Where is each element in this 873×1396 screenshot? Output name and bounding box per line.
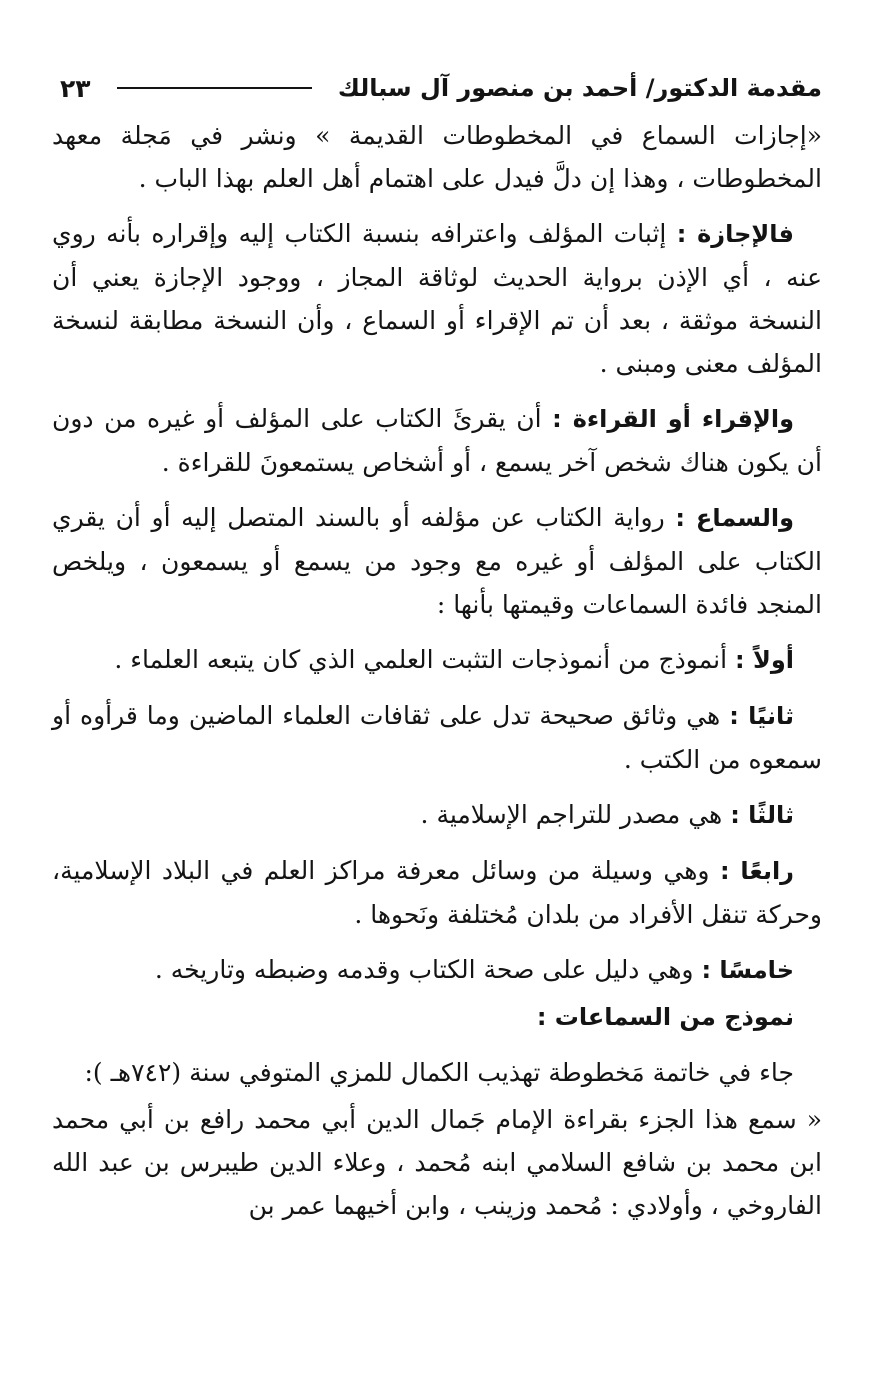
paragraph-text: إثبات المؤلف واعترافه بنسبة الكتاب إليه وإقراره بأنه روي عنه ، أي الإذن برواية الحديث لوثاقة المجاز ، ووجود الإجازة يعني أن النسخة موثقة ، بعد أن تم الإقراء أو السماع ، وأن النسخة مطابقة لنسخة المؤلف معنى ومبنى . (52, 219, 822, 378)
list-text: وهي وسيلة من وسائل معرفة مراكز العلم في البلاد الإسلامية، وحركة تنقل الأفراد من بلدان مُختلفة ونَحوها . (52, 856, 822, 929)
paragraph-iqraa (52, 397, 822, 484)
list-item-first (52, 638, 822, 682)
list-text: هي وثائق صحيحة تدل على ثقافات العلماء الماضين وما قرأوه أو سمعوه من الكتب . (52, 701, 822, 774)
list-ordinal: أولاً : (735, 646, 794, 674)
list-item-fifth (52, 948, 822, 992)
definition-term: والسماع : (675, 504, 795, 532)
paragraph-samaa (52, 496, 822, 626)
paragraph-text: رواية الكتاب عن مؤلفه أو بالسند المتصل إليه أو أن يقري الكتاب على المؤلف أو غيره مع وجود من يسمع أو يسمعون ، ويلخص المنجد فائدة السماعات وقيمتها بأنها : (52, 503, 822, 619)
header-title: مقدمة الدكتور/ أحمد بن منصور آل سبالك (337, 74, 822, 102)
paragraph-intro (52, 114, 822, 200)
list-item-fourth (52, 849, 822, 936)
list-ordinal: خامسًا : (701, 956, 794, 984)
list-ordinal: ثانيًا : (729, 702, 795, 730)
paragraph-text: «إجازات السماع في المخطوطات القديمة » ونشر في مَجلة معهد المخطوطات ، وهذا إن دلَّ فيدل على اهتمام أهل العلم بهذا الباب . (52, 121, 822, 193)
paragraph-text: أن يقرئَ الكتاب على المؤلف أو غيره من دون أن يكون هناك شخص آخر يسمع ، أو أشخاص يستمعونَ للقراءة . (52, 404, 822, 477)
definition-term: فالإجازة : (676, 220, 794, 248)
section-heading: نموذج من السماعات : (536, 1003, 794, 1031)
header-rule (117, 87, 312, 89)
paragraph-text: « سمع هذا الجزء بقراءة الإمام جَمال الدين أبي محمد رافع بن أبي محمد ابن محمد بن شافع السلامي ابنه مُحمد ، وعلاء الدين طيبرس بن عبد الله الفاروخي ، وأولادي : مُحمد وزينب ، وابن أخيهما عمر بن (52, 1105, 822, 1220)
paragraph-manuscript (52, 1051, 822, 1094)
page-number: ٢٣ (60, 73, 91, 103)
document-page (52, 62, 822, 1231)
list-ordinal: ثالثًا : (730, 801, 794, 829)
list-ordinal: رابعًا : (719, 857, 794, 885)
list-text: هي مصدر للتراجم الإسلامية . (420, 800, 723, 829)
page-header (52, 62, 822, 114)
list-item-third (52, 793, 822, 837)
list-text: وهي دليل على صحة الكتاب وقدمه وضبطه وتاريخه . (154, 955, 694, 984)
list-text: أنموذج من أنموذجات التثبت العلمي الذي كان يتبعه العلماء . (114, 645, 728, 674)
list-item-second (52, 694, 822, 781)
paragraph-text: جاء في خاتمة مَخطوطة تهذيب الكمال للمزي المتوفي سنة (٧٤٢هـ ): (84, 1058, 794, 1087)
paragraph-quote (52, 1098, 822, 1227)
paragraph-ijaza (52, 212, 822, 385)
definition-term: والإقراء أو القراءة : (552, 405, 794, 433)
